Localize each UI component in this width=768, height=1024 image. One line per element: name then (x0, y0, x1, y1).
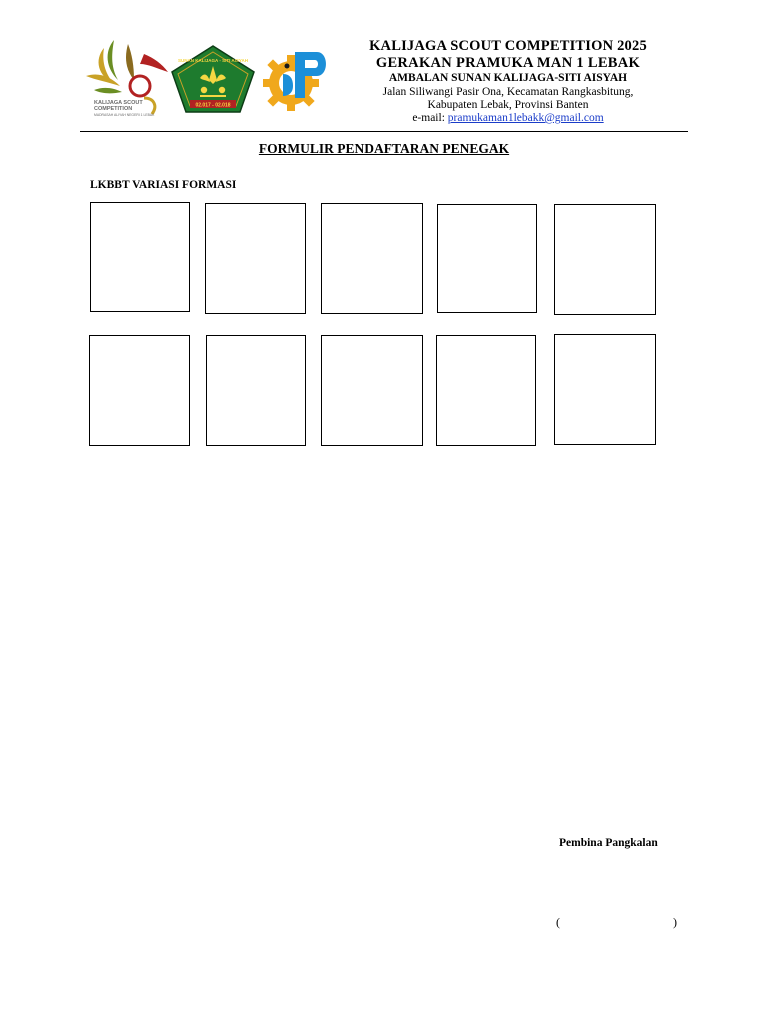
address-line-2: Kabupaten Lebak, Provinsi Banten (427, 99, 589, 111)
gear-dp-icon (257, 46, 331, 116)
address-line-1: Jalan Siliwangi Pasir Ona, Kecamatan Rangkasbitung, (382, 86, 634, 98)
email-label: e-mail: (412, 112, 448, 124)
letterhead (330, 38, 686, 125)
formation-box (554, 204, 656, 315)
organization-title: GERAKAN PRAMUKA MAN 1 LEBAK (375, 55, 641, 71)
section-label: LKBBT VARIASI FORMASI (90, 179, 237, 191)
ambalan-name: AMBALAN SUNAN KALIJAGA-SITI AISYAH (388, 72, 628, 84)
logo2-text1: SUNAN KALIJAGA - SITI AISYAH (177, 58, 249, 63)
logo1-text3: MADRASAH ALIYAH NEGERI 1 LEBAK (94, 113, 155, 117)
ambalan-emblem-logo (170, 44, 256, 114)
formation-box (321, 335, 423, 446)
logo2-text2: 02.017 - 02.018 (195, 102, 231, 109)
kalijaga-scout-logo (84, 34, 170, 122)
event-title: KALIJAGA SCOUT COMPETITION 2025 (369, 38, 647, 54)
signature-open-paren: ( (556, 915, 560, 929)
gear-dp-logo (257, 46, 331, 116)
formation-box (437, 204, 537, 313)
formation-box (206, 335, 306, 446)
pramuka-pentagon-icon (170, 44, 256, 114)
formation-box (89, 335, 190, 446)
header-divider (80, 131, 688, 132)
signature-title: Pembina Pangkalan (559, 837, 658, 849)
formation-box (205, 203, 306, 314)
signature-close-paren: ) (673, 915, 677, 929)
kalijaga-scout-competition-icon (84, 34, 170, 122)
form-title: FORMULIR PENDAFTARAN PENEGAK (258, 141, 510, 156)
formation-box (554, 334, 656, 445)
email-link[interactable]: pramukaman1lebakk@gmail.com (447, 112, 604, 124)
logo1-text1: KALIJAGA SCOUT (94, 100, 143, 106)
logo1-text2: COMPETITION (94, 106, 133, 112)
formation-box (90, 202, 190, 312)
formation-box (436, 335, 536, 446)
formation-box (321, 203, 423, 314)
email-line (330, 112, 686, 125)
